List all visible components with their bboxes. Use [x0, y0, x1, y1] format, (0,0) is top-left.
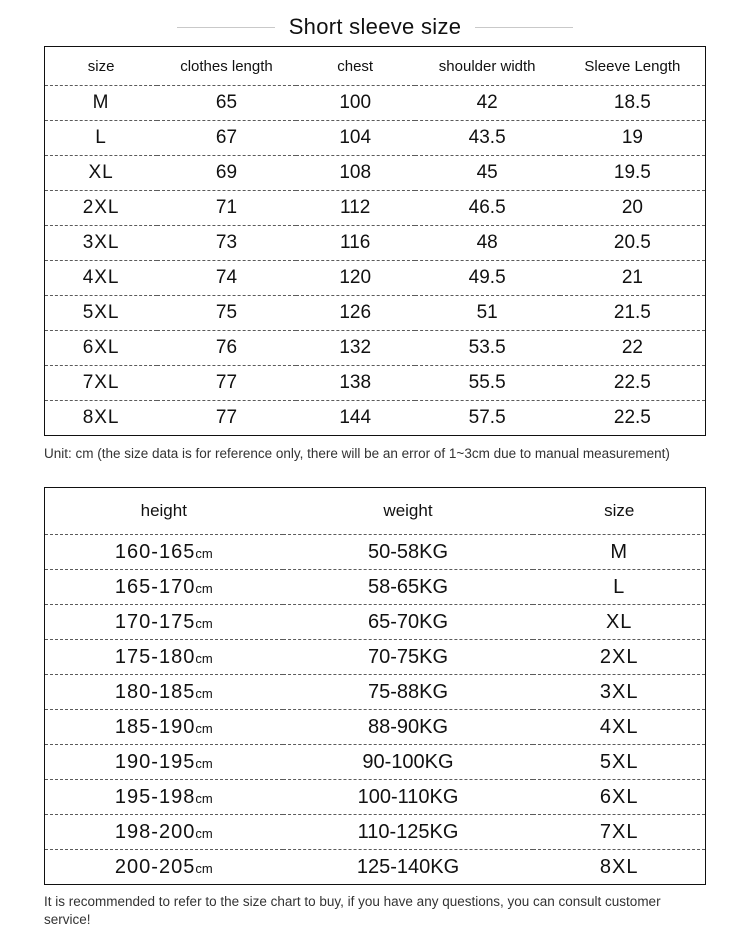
cell-sleeve-length: 21 — [560, 261, 705, 296]
cell-size: 7XL — [533, 815, 705, 850]
cell-shoulder-width: 42 — [415, 86, 560, 121]
cell-size: 5XL — [45, 296, 157, 331]
cell-chest: 112 — [296, 191, 415, 226]
cell-weight: 65-70KG — [283, 605, 534, 640]
cell-chest: 132 — [296, 331, 415, 366]
cell-size: 7XL — [45, 366, 157, 401]
cell-clothes-length: 77 — [157, 366, 296, 401]
cell-chest: 116 — [296, 226, 415, 261]
cell-clothes-length: 71 — [157, 191, 296, 226]
cell-clothes-length: 73 — [157, 226, 296, 261]
cell-clothes-length: 77 — [157, 401, 296, 436]
cell-height-value: 200-205 — [114, 855, 196, 878]
cell-chest: 120 — [296, 261, 415, 296]
cell-size: 4XL — [533, 710, 705, 745]
cell-sleeve-length: 22 — [560, 331, 705, 366]
cell-size: 5XL — [533, 745, 705, 780]
cell-sleeve-length: 19 — [560, 121, 705, 156]
cell-height-unit: cm — [195, 720, 213, 736]
cell-shoulder-width: 45 — [415, 156, 560, 191]
cell-size: 6XL — [533, 780, 705, 815]
cell-height-value: 180-185 — [114, 680, 196, 703]
cell-height-value: 198-200 — [114, 820, 196, 843]
cell-height-unit: cm — [195, 545, 213, 561]
cell-height — [45, 605, 283, 640]
cell-weight: 50-58KG — [283, 535, 534, 570]
measurements-table — [44, 46, 706, 436]
cell-shoulder-width: 51 — [415, 296, 560, 331]
cell-size: 3XL — [533, 675, 705, 710]
cell-height — [45, 570, 283, 605]
table-row — [45, 815, 705, 850]
cell-sleeve-length: 21.5 — [560, 296, 705, 331]
cell-height-unit: cm — [195, 790, 213, 806]
cell-size: 2XL — [45, 191, 157, 226]
cell-chest: 100 — [296, 86, 415, 121]
cell-sleeve-length: 20 — [560, 191, 705, 226]
table-row — [45, 535, 705, 570]
cell-chest: 108 — [296, 156, 415, 191]
cell-shoulder-width: 43.5 — [415, 121, 560, 156]
cell-height-unit: cm — [195, 615, 213, 631]
cell-height-value: 190-195 — [114, 750, 196, 773]
cell-height — [45, 780, 283, 815]
cell-height — [45, 675, 283, 710]
cell-height-unit: cm — [195, 650, 213, 666]
cell-height — [45, 640, 283, 675]
cell-height-value: 185-190 — [114, 715, 196, 738]
cell-chest: 144 — [296, 401, 415, 436]
cell-sleeve-length: 20.5 — [560, 226, 705, 261]
table-row — [45, 366, 705, 401]
cell-size: M — [533, 535, 705, 570]
cell-size: L — [45, 121, 157, 156]
cell-weight: 58-65KG — [283, 570, 534, 605]
column-header-size: size — [604, 501, 635, 521]
cell-height-value: 170-175 — [114, 610, 196, 633]
cell-size: 3XL — [45, 226, 157, 261]
page-title — [0, 0, 750, 46]
column-header-size: size — [87, 57, 115, 75]
title-rule-left — [177, 27, 275, 28]
cell-clothes-length: 74 — [157, 261, 296, 296]
column-header-sleeve-length: Sleeve Length — [584, 57, 681, 75]
cell-shoulder-width: 48 — [415, 226, 560, 261]
table-row — [45, 675, 705, 710]
cell-height — [45, 710, 283, 745]
cell-size: XL — [45, 156, 157, 191]
cell-shoulder-width: 55.5 — [415, 366, 560, 401]
table-row — [45, 850, 705, 885]
cell-weight: 125-140KG — [283, 850, 534, 885]
cell-weight: 110-125KG — [283, 815, 534, 850]
cell-weight: 75-88KG — [283, 675, 534, 710]
cell-size: 6XL — [45, 331, 157, 366]
cell-clothes-length: 75 — [157, 296, 296, 331]
cell-sleeve-length: 22.5 — [560, 366, 705, 401]
cell-height-unit: cm — [195, 580, 213, 596]
column-header-shoulder-width: shoulder width — [438, 57, 536, 75]
table-row — [45, 710, 705, 745]
cell-sleeve-length: 22.5 — [560, 401, 705, 436]
table-row — [45, 780, 705, 815]
table-row — [45, 331, 705, 366]
cell-shoulder-width: 49.5 — [415, 261, 560, 296]
cell-height-unit: cm — [195, 685, 213, 701]
cell-clothes-length: 69 — [157, 156, 296, 191]
cell-size: 4XL — [45, 261, 157, 296]
table-row — [45, 121, 705, 156]
cell-weight: 70-75KG — [283, 640, 534, 675]
table-row — [45, 296, 705, 331]
page-title-text: Short sleeve size — [288, 14, 462, 39]
cell-sleeve-length: 19.5 — [560, 156, 705, 191]
cell-height-value: 160-165 — [114, 540, 196, 563]
cell-height-value: 195-198 — [114, 785, 196, 808]
column-header-clothes-length: clothes length — [180, 57, 273, 75]
cell-size: L — [533, 570, 705, 605]
unit-note: Unit: cm (the size data is for reference only, there will be an error of 1~3cm due to manual measurement) — [44, 446, 670, 461]
cell-height — [45, 535, 283, 570]
table-row — [45, 401, 705, 436]
cell-size: 8XL — [45, 401, 157, 436]
cell-sleeve-length: 18.5 — [560, 86, 705, 121]
cell-height-unit: cm — [195, 860, 213, 876]
table-row — [45, 156, 705, 191]
cell-chest: 126 — [296, 296, 415, 331]
cell-clothes-length: 76 — [157, 331, 296, 366]
table-header-row — [45, 47, 705, 86]
cell-height-unit: cm — [195, 825, 213, 841]
table-row — [45, 570, 705, 605]
cell-size: XL — [533, 605, 705, 640]
height-weight-size-table — [44, 487, 706, 885]
cell-chest: 104 — [296, 121, 415, 156]
table-row — [45, 261, 705, 296]
cell-height — [45, 815, 283, 850]
footer-note: It is recommended to refer to the size chart to buy, if you have any questions, you can consult customer service! — [44, 894, 661, 928]
cell-height — [45, 850, 283, 885]
column-header-weight: weight — [383, 501, 433, 521]
cell-clothes-length: 65 — [157, 86, 296, 121]
title-rule-right — [475, 27, 573, 28]
table-row — [45, 605, 705, 640]
cell-shoulder-width: 46.5 — [415, 191, 560, 226]
table-row — [45, 86, 705, 121]
table-row — [45, 745, 705, 780]
cell-height — [45, 745, 283, 780]
cell-weight: 88-90KG — [283, 710, 534, 745]
column-header-chest: chest — [337, 57, 374, 75]
cell-weight: 100-110KG — [283, 780, 534, 815]
cell-size: M — [45, 86, 157, 121]
cell-shoulder-width: 53.5 — [415, 331, 560, 366]
cell-clothes-length: 67 — [157, 121, 296, 156]
cell-chest: 138 — [296, 366, 415, 401]
table-header-row — [45, 488, 705, 535]
column-header-height: height — [140, 501, 187, 521]
table-row — [45, 226, 705, 261]
table-row — [45, 640, 705, 675]
cell-size: 8XL — [533, 850, 705, 885]
table-row — [45, 191, 705, 226]
cell-size: 2XL — [533, 640, 705, 675]
cell-height-value: 165-170 — [114, 575, 196, 598]
cell-weight: 90-100KG — [283, 745, 534, 780]
cell-shoulder-width: 57.5 — [415, 401, 560, 436]
cell-height-unit: cm — [195, 755, 213, 771]
cell-height-value: 175-180 — [114, 645, 196, 668]
